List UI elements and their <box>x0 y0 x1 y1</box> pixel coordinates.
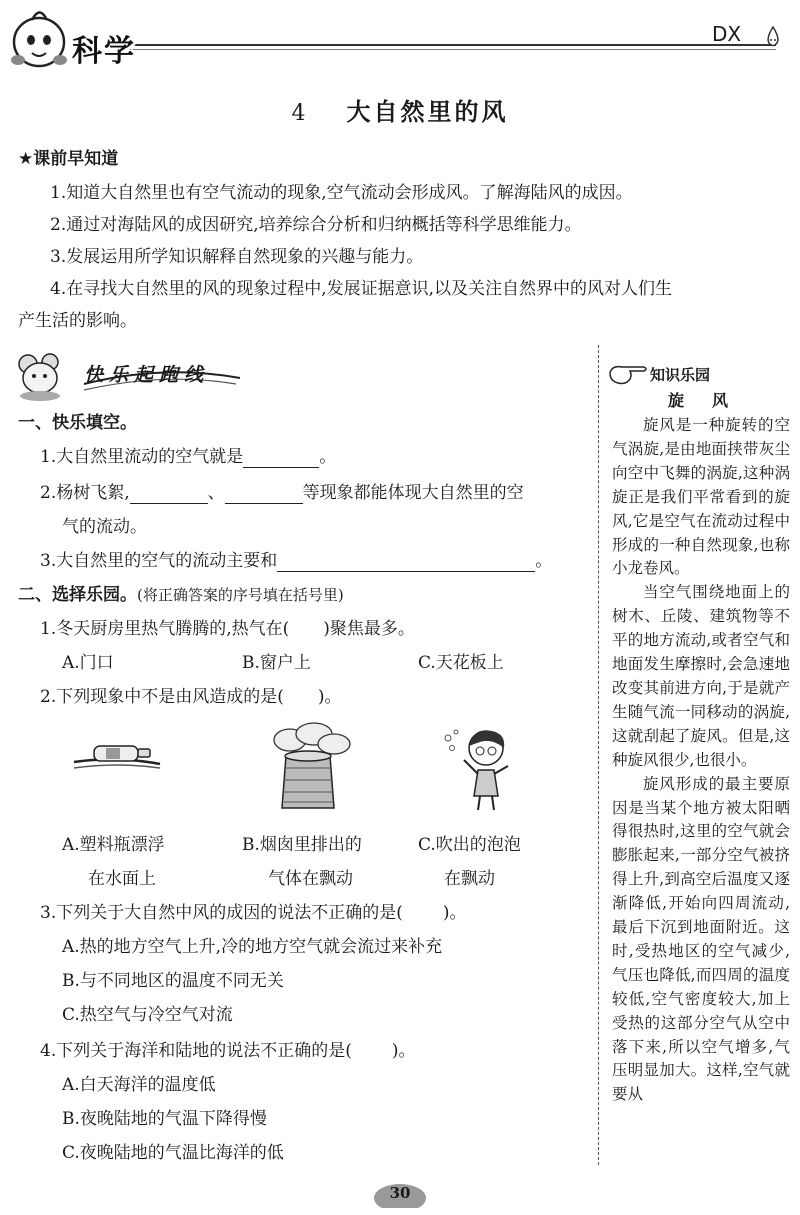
choice-question-4 <box>40 1040 416 1062</box>
answer-blank[interactable] <box>243 449 319 468</box>
boy-blowing-bubbles-image <box>440 726 524 812</box>
lesson-title-text: 大自然里的风 <box>346 98 509 126</box>
q3-end: 。 <box>535 551 553 571</box>
mouse-mascot-icon <box>19 354 60 401</box>
preview-item-3: 3.发展运用所学知识解释自然现象的兴趣与能力。 <box>50 247 424 267</box>
cq2-text: 2.下列现象中不是由风造成的是( <box>40 687 284 707</box>
sidebar-divider <box>598 345 599 1165</box>
cq2-option-b-l1: B.烟囱里排出的 <box>242 835 362 855</box>
sidebar-paragraph-3: 旋风形成的最主要原因是当某个地方被太阳晒得很热时,这里的空气就会膨胀起来,一部分空气被挤得上升,到高空后温度又逐渐降低,开始向四周流动,最后下沉到地面附近。这时,受热地区的空气减少,气压也降低,而四周的温度较低,空气密度较大,加上受热的这部分空气从空中落下来,所以空气增多,气压明显加大。这样,空气就要从 <box>612 774 790 1104</box>
fill-question-3 <box>40 550 552 572</box>
cq3-option-a: A.热的地方空气上升,冷的地方空气就会流过来补充 <box>62 937 443 957</box>
fill-question-2-cont: 气的流动。 <box>62 517 147 537</box>
q2-start: 2.杨树飞絮, <box>40 483 130 503</box>
q3-text: 3.大自然里的空气的流动主要和 <box>40 551 278 571</box>
drop-mascot-icon <box>765 26 781 48</box>
choice-question-2 <box>40 686 342 708</box>
preview-item-4: 4.在寻找大自然里的风的现象过程中,发展证据意识,以及关注自然界中的风对人们生 <box>50 279 673 299</box>
sidebar-paragraph-1: 旋风是一种旋转的空气涡旋,是由地面挟带灰尘向空中飞舞的涡旋,这种涡旋正是我们平常看到的旋风,它是空气在流动过程中形成的一种自然现象,也称小龙卷风。 <box>612 416 790 578</box>
cq2-option-a-l2: 在水面上 <box>88 869 156 889</box>
cq1-option-c: C.天花板上 <box>418 653 504 673</box>
fill-question-2 <box>40 482 524 504</box>
answer-blank[interactable] <box>130 485 208 504</box>
section2-heading-row <box>18 584 344 606</box>
edition-label: DX <box>712 22 742 46</box>
q1-text: 1.大自然里流动的空气就是 <box>40 447 244 467</box>
cq1-option-b: B.窗户上 <box>242 653 311 673</box>
preview-item-1: 1.知道大自然里也有空气流动的现象,空气流动会形成风。了解海陆风的成因。 <box>50 183 633 203</box>
cq3-after: )。 <box>442 903 467 923</box>
header-rule-thin <box>130 49 776 50</box>
page-number: 30 <box>389 1184 411 1202</box>
section2-heading: 二、选择乐园。 <box>18 585 137 605</box>
sidebar-title: 旋 风 <box>667 391 734 410</box>
cq3-text: 3.下列关于大自然中风的成因的说法不正确的是( <box>40 903 403 923</box>
cq2-option-b-l2: 气体在飘动 <box>268 869 353 889</box>
choice-question-1 <box>40 618 415 640</box>
cq4-option-b: B.夜晚陆地的气温下降得慢 <box>62 1109 267 1129</box>
sidebar-body <box>612 414 790 1107</box>
cq2-option-a-l1: A.塑料瓶漂浮 <box>62 835 165 855</box>
answer-blank[interactable] <box>277 553 535 572</box>
choice-question-3 <box>40 902 467 924</box>
lesson-number: 4 <box>291 101 307 126</box>
cq4-option-a: A.白天海洋的温度低 <box>62 1075 216 1095</box>
cq2-option-c-l2: 在飘动 <box>444 869 495 889</box>
cq2-option-c-l1: C.吹出的泡泡 <box>418 835 521 855</box>
fill-question-1 <box>40 446 336 468</box>
answer-blank[interactable] <box>225 485 303 504</box>
pointing-hand-icon <box>608 361 650 387</box>
q1-end: 。 <box>319 447 337 467</box>
preview-item-2: 2.通过对海陆风的成因研究,培养综合分析和归纳概括等科学思维能力。 <box>50 215 582 235</box>
cq4-text: 4.下列关于海洋和陆地的说法不正确的是( <box>40 1041 352 1061</box>
preview-item-4-cont: 产生活的影响。 <box>18 311 137 331</box>
cq1-option-a: A.门口 <box>62 653 114 673</box>
q2-sep: 、 <box>207 483 225 503</box>
cq1-text: 1.冬天厨房里热气腾腾的,热气在( <box>40 619 290 639</box>
chimney-smoke-image <box>268 722 358 810</box>
q2-end: 等现象都能体现大自然里的空 <box>302 483 524 503</box>
cq4-after: )。 <box>391 1041 416 1061</box>
cq3-option-b: B.与不同地区的温度不同无关 <box>62 971 284 991</box>
mascot-logo-icon <box>8 6 70 72</box>
cq1-after: )聚焦最多。 <box>323 619 415 639</box>
cq4-option-c: C.夜晚陆地的气温比海洋的低 <box>62 1143 284 1163</box>
cq2-after: )。 <box>317 687 342 707</box>
sidebar-paragraph-2: 当空气围绕地面上的树木、丘陵、建筑物等不平的地方流动,或者空气和地面发生摩擦时,会急速地改变其前进方向,于是就产生随气流一同移动的涡旋,这就刮起了旋风。但是,这种旋风很少,也很小。 <box>612 583 790 769</box>
section2-note: (将正确答案的序号填在括号里) <box>137 586 344 604</box>
sidebar-label: 知识乐园 <box>650 366 711 384</box>
subject-brand: 科学 <box>72 34 136 69</box>
floating-bottle-image <box>72 738 162 778</box>
banner-text: 快乐起跑线 <box>84 364 210 386</box>
cq3-option-c: C.热空气与冷空气对流 <box>62 1005 233 1025</box>
preview-heading: ★课前早知道 <box>18 149 119 169</box>
section1-heading: 一、快乐填空。 <box>18 413 137 433</box>
lesson-title <box>0 92 800 127</box>
header-rule <box>130 44 776 46</box>
